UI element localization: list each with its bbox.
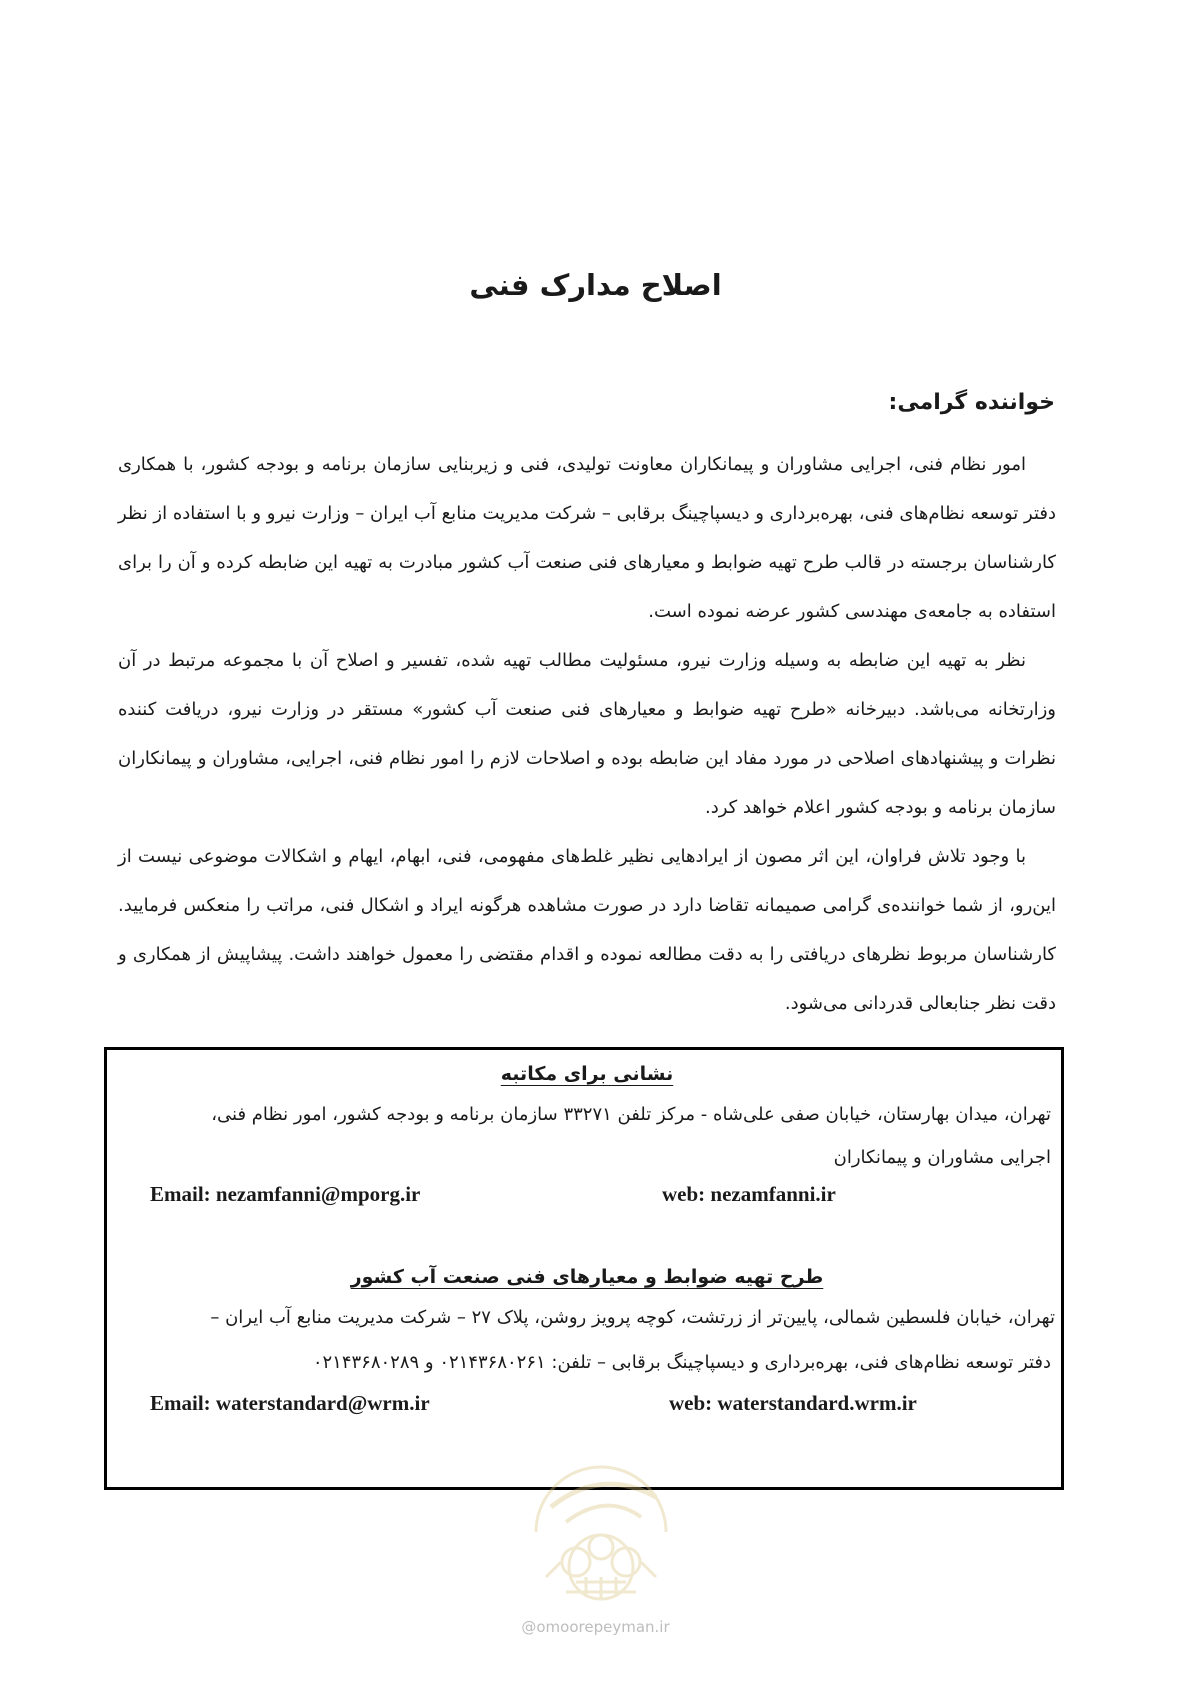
contact-box-content bbox=[123, 1050, 1055, 1427]
paragraph-2: نظر به تهیه این ضابطه به وسیله وزارت نیرو، مسئولیت مطالب تهیه شده، تفسیر و اصلاح آن با مجموعه مرتبط در آن وزارتخانه می‌باشد. دبیرخانه «طرح تهیه ضوابط و معیارهای فنی صنعت آب کشور» مستقر در وزارت نیرو، دریافت کننده نظرات و پیشنهادهای اصلاحی در مورد مفاد این ضابطه بوده و اصلاحات لازم را امور نظام فنی، اجرایی، مشاوران و پیمانکاران سازمان برنامه و بودجه کشور اعلام خواهد کرد. bbox=[118, 650, 1056, 818]
section1-address-line2: اجرایی مشاوران و پیمانکاران bbox=[833, 1147, 1051, 1168]
section1-web[interactable]: web: nezamfanni.ir bbox=[662, 1182, 836, 1206]
section2-address-line2: دفتر توسعه نظام‌های فنی، بهره‌برداری و دیسپاچینگ برقابی – تلفن: ۰۲۱۴۳۶۸۰۲۶۱ و ۰۲۱۴۳۶۸۰۲۸۹ bbox=[312, 1352, 1051, 1373]
section2-title: طرح تهیه ضوابط و معیارهای فنی صنعت آب کشور bbox=[350, 1266, 824, 1288]
page-title: اصلاح مدارک فنی bbox=[469, 268, 722, 302]
section1-address-line1: تهران، میدان بهارستان، خیابان صفی علی‌شاه - مرکز تلفن ۳۳۲۷۱ سازمان برنامه و بودجه کشور، امور نظام فنی، bbox=[211, 1104, 1051, 1125]
body-text bbox=[118, 440, 1056, 1028]
section2-address-line1: تهران، خیابان فلسطین شمالی، پایین‌تر از زرتشت، کوچه پرویز روشن، پلاک ۲۷ – شرکت مدیریت منابع آب ایران – bbox=[210, 1307, 1055, 1328]
section1-contacts bbox=[123, 1182, 1051, 1218]
section1-title: نشانی برای مکاتبه bbox=[500, 1063, 674, 1085]
paragraph-1: امور نظام فنی، اجرایی مشاوران و پیمانکاران معاونت تولیدی، فنی و زیربنایی سازمان برنامه و بودجه کشور، با همکاری دفتر توسعه نظام‌های فنی، بهره‌برداری و دیسپاچینگ برقابی – شرکت مدیریت منابع آب ایران – وزارت نیرو و با استفاده از نظر کارشناسان برجسته در قالب طرح تهیه ضوابط و معیارهای فنی صنعت آب کشور مبادرت به تهیه این ضابطه کرده و آن را برای استفاده به جامعه‌ی مهندسی کشور عرضه نموده است. bbox=[118, 454, 1056, 622]
section2-web[interactable]: web: waterstandard.wrm.ir bbox=[669, 1391, 917, 1415]
seal-watermark-icon bbox=[506, 1437, 696, 1607]
contact-box bbox=[104, 1047, 1064, 1490]
greeting-heading: خواننده گرامی: bbox=[888, 390, 1055, 415]
section2-email[interactable]: Email: waterstandard@wrm.ir bbox=[150, 1391, 430, 1415]
section1-email[interactable]: Email: nezamfanni@mporg.ir bbox=[150, 1182, 421, 1206]
section2-contacts bbox=[123, 1391, 1051, 1427]
watermark-text: @omoorepeyman.ir bbox=[521, 1618, 670, 1636]
paragraph-3: با وجود تلاش فراوان، این اثر مصون از ایرادهایی نظیر غلط‌های مفهومی، فنی، ابهام، ایهام و اشکالات موضوعی نیست از این‌رو، از شما خواننده‌ی گرامی صمیمانه تقاضا دارد در صورت مشاهده هرگونه ایراد و اشکال فنی، مراتب را منعکس فرمایید. کارشناسان مربوط نظرهای دریافتی را به دقت مطالعه نموده و اقدام مقتضی را معمول خواهند داشت. پیشاپیش از همکاری و دقت نظر جنابعالی قدردانی می‌شود. bbox=[118, 846, 1056, 1014]
